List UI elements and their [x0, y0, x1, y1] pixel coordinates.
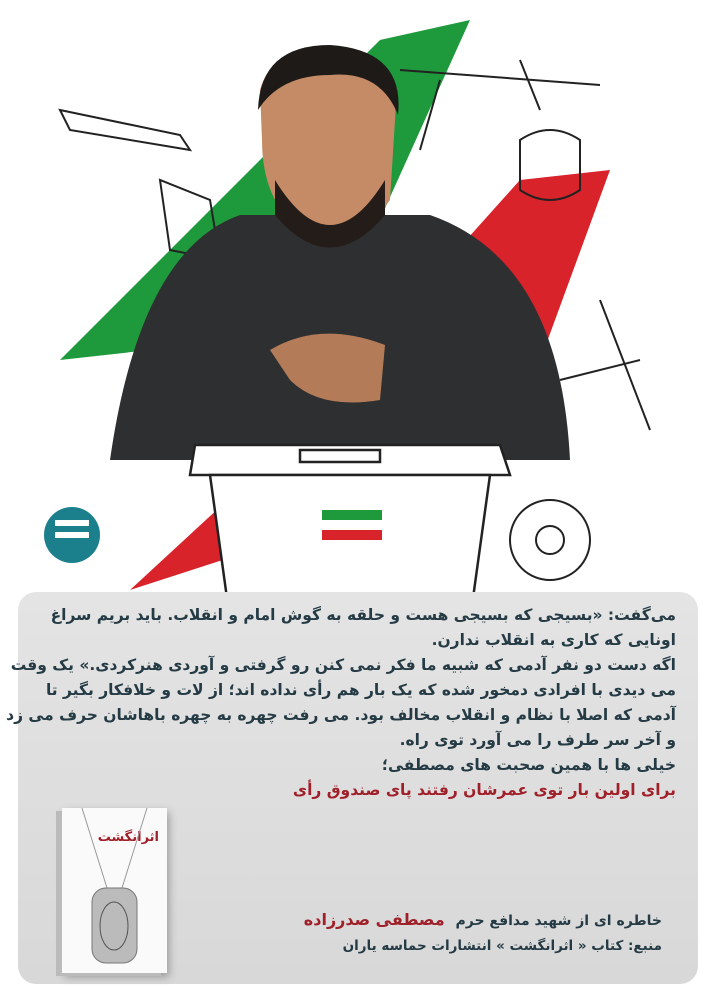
publisher-logo [44, 507, 100, 563]
quote-line: می‌گفت: «بسیجی که بسیجی هست و حلقه به گوش امام و انقلاب. باید بریم سراغ [50, 606, 676, 624]
book-cover [62, 808, 167, 973]
iran-flag-icon [322, 510, 382, 540]
credit-prefix: خاطره ای از شهید مدافع حرم [455, 913, 662, 929]
dog-tag-icon [62, 808, 167, 973]
quote-highlight: برای اولین بار توی عمرشان رفتند پای صندوق رأی [292, 781, 676, 799]
quote-line: خیلی ها با همین صحبت های مصطفی؛ [381, 756, 676, 774]
credit-line [304, 910, 662, 929]
quote-line: اونایی که کاری به انقلاب ندارن. [431, 631, 676, 649]
quote-line: اگه دست دو نفر آدمی که شبیه ما فکر نمی کنن رو گرفتی و آوردی هنرکردی.» یک وقت [10, 656, 676, 674]
quote-line: آدمی که اصلا با نظام و انقلاب مخالف بود. می رفت چهره به چهره باهاشان حرف می زد [6, 706, 676, 724]
source-line: منبع: کتاب « اثرانگشت » انتشارات حماسه یاران [342, 938, 662, 954]
quote-line: می دیدی با افرادی دمخور شده که یک بار هم رأی نداده اند؛ از لات و خلافکار بگیر تا [45, 681, 676, 699]
quote-line: و آخر سر طرف را می آورد توی راه. [399, 731, 676, 749]
martyr-name: مصطفی صدرزاده [303, 910, 445, 929]
book-title: اثرانگشت [97, 830, 159, 845]
